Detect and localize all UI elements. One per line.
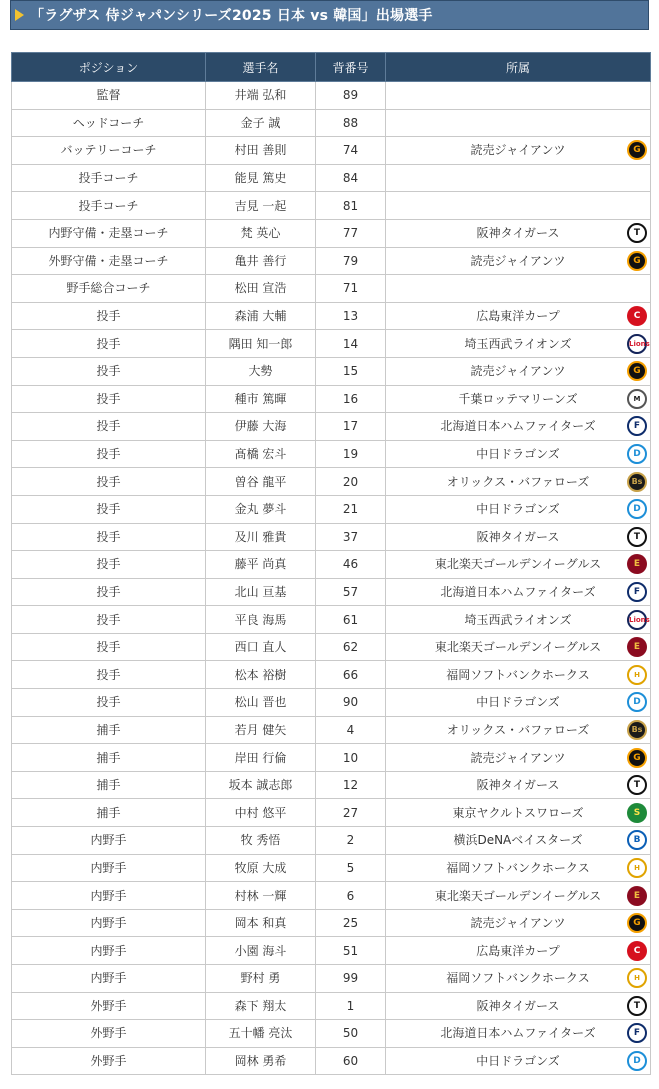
player-name-cell: 隅田 知一郎 xyxy=(206,330,316,358)
buffaloes-logo-icon: Bs xyxy=(627,720,647,740)
team-name: 広島東洋カープ xyxy=(476,943,560,958)
team-cell xyxy=(386,275,651,303)
position-cell: 投手 xyxy=(12,523,206,551)
team-cell xyxy=(386,882,651,910)
team-name: 阪神タイガース xyxy=(476,529,560,544)
tigers-logo-icon: T xyxy=(627,223,647,243)
position-cell: 内野手 xyxy=(12,882,206,910)
team-name: 阪神タイガース xyxy=(476,226,560,241)
table-row xyxy=(12,523,651,551)
column-header-position: ポジション xyxy=(12,53,206,82)
player-name-cell: 松田 宣浩 xyxy=(206,275,316,303)
player-name-cell: 亀井 善行 xyxy=(206,247,316,275)
team-cell xyxy=(386,137,651,165)
position-cell: 投手 xyxy=(12,551,206,579)
position-cell: 捕手 xyxy=(12,771,206,799)
team-name: 北海道日本ハムファイターズ xyxy=(440,584,596,599)
position-cell: 投手 xyxy=(12,689,206,717)
table-row xyxy=(12,578,651,606)
team-name: 読売ジャイアンツ xyxy=(470,143,566,158)
uniform-number-cell: 21 xyxy=(316,495,386,523)
page-title-bar xyxy=(10,0,649,30)
dragons-logo-icon: D xyxy=(627,1051,647,1071)
uniform-number-cell: 25 xyxy=(316,909,386,937)
team-name: 広島東洋カープ xyxy=(476,309,560,324)
player-name-cell: 村田 善則 xyxy=(206,137,316,165)
team-cell xyxy=(386,799,651,827)
table-row xyxy=(12,1047,651,1075)
position-cell: 投手コーチ xyxy=(12,192,206,220)
position-cell: 監督 xyxy=(12,82,206,110)
position-cell: 内野手 xyxy=(12,965,206,993)
player-name-cell: 岸田 行倫 xyxy=(206,744,316,772)
eagles-logo-icon: E xyxy=(627,637,647,657)
team-cell xyxy=(386,413,651,441)
uniform-number-cell: 62 xyxy=(316,633,386,661)
player-name-cell: 髙橋 宏斗 xyxy=(206,440,316,468)
table-row xyxy=(12,937,651,965)
team-name: 阪神タイガース xyxy=(476,778,560,793)
player-name-cell: 吉見 一起 xyxy=(206,192,316,220)
table-row xyxy=(12,716,651,744)
team-cell xyxy=(386,247,651,275)
player-name-cell: 中村 悠平 xyxy=(206,799,316,827)
position-cell: 投手 xyxy=(12,578,206,606)
table-row xyxy=(12,827,651,855)
table-row xyxy=(12,799,651,827)
team-name: 中日ドラゴンズ xyxy=(476,502,560,517)
uniform-number-cell: 84 xyxy=(316,164,386,192)
position-cell: 投手コーチ xyxy=(12,164,206,192)
team-name: 福岡ソフトバンクホークス xyxy=(446,860,590,875)
team-name: 福岡ソフトバンクホークス xyxy=(446,971,590,986)
team-name: 読売ジャイアンツ xyxy=(470,750,566,765)
team-name: 埼玉西武ライオンズ xyxy=(464,336,572,351)
position-cell: 投手 xyxy=(12,413,206,441)
position-cell: 内野守備・走塁コーチ xyxy=(12,219,206,247)
player-name-cell: 種市 篤暉 xyxy=(206,385,316,413)
team-name: 東北楽天ゴールデンイーグルス xyxy=(434,888,602,903)
team-name: オリックス・バファローズ xyxy=(446,722,590,737)
player-name-cell: 能見 篤史 xyxy=(206,164,316,192)
table-header-row xyxy=(12,53,651,82)
uniform-number-cell: 1 xyxy=(316,992,386,1020)
uniform-number-cell: 15 xyxy=(316,357,386,385)
player-name-cell: 及川 雅貴 xyxy=(206,523,316,551)
table-row xyxy=(12,357,651,385)
table-row xyxy=(12,551,651,579)
player-name-cell: 野村 勇 xyxy=(206,965,316,993)
team-name: 阪神タイガース xyxy=(476,998,560,1013)
roster-table xyxy=(11,52,651,1075)
hawks-logo-icon: H xyxy=(627,858,647,878)
team-cell xyxy=(386,661,651,689)
uniform-number-cell: 13 xyxy=(316,302,386,330)
position-cell: 内野手 xyxy=(12,937,206,965)
eagles-logo-icon: E xyxy=(627,886,647,906)
uniform-number-cell: 17 xyxy=(316,413,386,441)
team-cell xyxy=(386,551,651,579)
position-cell: 投手 xyxy=(12,357,206,385)
team-name: 東北楽天ゴールデンイーグルス xyxy=(434,557,602,572)
team-cell xyxy=(386,82,651,110)
table-row xyxy=(12,385,651,413)
team-cell xyxy=(386,440,651,468)
table-row xyxy=(12,854,651,882)
uniform-number-cell: 10 xyxy=(316,744,386,772)
team-cell xyxy=(386,1047,651,1075)
team-name: 埼玉西武ライオンズ xyxy=(464,612,572,627)
position-cell: ヘッドコーチ xyxy=(12,109,206,137)
fighters-logo-icon: F xyxy=(627,416,647,436)
tigers-logo-icon: T xyxy=(627,775,647,795)
team-name: 読売ジャイアンツ xyxy=(470,253,566,268)
hawks-logo-icon: H xyxy=(627,968,647,988)
uniform-number-cell: 4 xyxy=(316,716,386,744)
carp-logo-icon: C xyxy=(627,306,647,326)
table-row xyxy=(12,992,651,1020)
uniform-number-cell: 16 xyxy=(316,385,386,413)
player-name-cell: 曽谷 龍平 xyxy=(206,468,316,496)
team-name: 中日ドラゴンズ xyxy=(476,1054,560,1069)
position-cell: 投手 xyxy=(12,661,206,689)
table-row xyxy=(12,219,651,247)
team-name: オリックス・バファローズ xyxy=(446,474,590,489)
carp-logo-icon: C xyxy=(627,941,647,961)
team-cell xyxy=(386,854,651,882)
hawks-logo-icon: H xyxy=(627,665,647,685)
uniform-number-cell: 27 xyxy=(316,799,386,827)
team-cell xyxy=(386,827,651,855)
uniform-number-cell: 19 xyxy=(316,440,386,468)
team-cell xyxy=(386,578,651,606)
giants-logo-icon: G xyxy=(627,140,647,160)
player-name-cell: 金丸 夢斗 xyxy=(206,495,316,523)
player-name-cell: 森浦 大輔 xyxy=(206,302,316,330)
uniform-number-cell: 99 xyxy=(316,965,386,993)
column-header-name: 選手名 xyxy=(206,53,316,82)
eagles-logo-icon: E xyxy=(627,554,647,574)
team-cell xyxy=(386,385,651,413)
team-cell xyxy=(386,192,651,220)
position-cell: 投手 xyxy=(12,633,206,661)
uniform-number-cell: 46 xyxy=(316,551,386,579)
position-cell: 捕手 xyxy=(12,744,206,772)
uniform-number-cell: 71 xyxy=(316,275,386,303)
team-name: 東京ヤクルトスワローズ xyxy=(452,805,584,820)
uniform-number-cell: 20 xyxy=(316,468,386,496)
team-cell xyxy=(386,633,651,661)
giants-logo-icon: G xyxy=(627,748,647,768)
table-row xyxy=(12,606,651,634)
position-cell: 内野手 xyxy=(12,854,206,882)
uniform-number-cell: 2 xyxy=(316,827,386,855)
giants-logo-icon: G xyxy=(627,251,647,271)
table-row xyxy=(12,468,651,496)
player-name-cell: 大勢 xyxy=(206,357,316,385)
table-row xyxy=(12,882,651,910)
team-cell xyxy=(386,495,651,523)
uniform-number-cell: 88 xyxy=(316,109,386,137)
team-cell xyxy=(386,909,651,937)
dragons-logo-icon: D xyxy=(627,499,647,519)
team-name: 中日ドラゴンズ xyxy=(476,695,560,710)
team-cell xyxy=(386,937,651,965)
buffaloes-logo-icon: Bs xyxy=(627,472,647,492)
team-name: 読売ジャイアンツ xyxy=(470,364,566,379)
team-cell xyxy=(386,965,651,993)
team-name: 読売ジャイアンツ xyxy=(470,916,566,931)
player-name-cell: 北山 亘基 xyxy=(206,578,316,606)
uniform-number-cell: 6 xyxy=(316,882,386,910)
column-header-team: 所属 xyxy=(386,53,651,82)
team-cell xyxy=(386,330,651,358)
uniform-number-cell: 50 xyxy=(316,1020,386,1048)
player-name-cell: 梵 英心 xyxy=(206,219,316,247)
giants-logo-icon: G xyxy=(627,913,647,933)
column-header-number: 背番号 xyxy=(316,53,386,82)
uniform-number-cell: 61 xyxy=(316,606,386,634)
team-name: 北海道日本ハムファイターズ xyxy=(440,1026,596,1041)
position-cell: 外野手 xyxy=(12,1020,206,1048)
player-name-cell: 牧原 大成 xyxy=(206,854,316,882)
player-name-cell: 伊藤 大海 xyxy=(206,413,316,441)
player-name-cell: 森下 翔太 xyxy=(206,992,316,1020)
position-cell: 投手 xyxy=(12,468,206,496)
table-row xyxy=(12,302,651,330)
team-cell xyxy=(386,1020,651,1048)
table-row xyxy=(12,164,651,192)
position-cell: 投手 xyxy=(12,606,206,634)
player-name-cell: 平良 海馬 xyxy=(206,606,316,634)
team-name: 北海道日本ハムファイターズ xyxy=(440,419,596,434)
tigers-logo-icon: T xyxy=(627,996,647,1016)
team-cell xyxy=(386,689,651,717)
uniform-number-cell: 77 xyxy=(316,219,386,247)
arrow-icon xyxy=(15,9,24,21)
table-row xyxy=(12,495,651,523)
uniform-number-cell: 37 xyxy=(316,523,386,551)
table-row xyxy=(12,413,651,441)
player-name-cell: 松本 裕樹 xyxy=(206,661,316,689)
player-name-cell: 西口 直人 xyxy=(206,633,316,661)
player-name-cell: 若月 健矢 xyxy=(206,716,316,744)
player-name-cell: 岡本 和真 xyxy=(206,909,316,937)
position-cell: 外野手 xyxy=(12,1047,206,1075)
uniform-number-cell: 51 xyxy=(316,937,386,965)
position-cell: 外野手 xyxy=(12,992,206,1020)
table-row xyxy=(12,744,651,772)
team-name: 東北楽天ゴールデンイーグルス xyxy=(434,640,602,655)
position-cell: 投手 xyxy=(12,495,206,523)
dragons-logo-icon: D xyxy=(627,692,647,712)
team-name: 中日ドラゴンズ xyxy=(476,447,560,462)
position-cell: バッテリーコーチ xyxy=(12,137,206,165)
swallows-logo-icon: S xyxy=(627,803,647,823)
table-row xyxy=(12,1020,651,1048)
position-cell: 投手 xyxy=(12,330,206,358)
giants-logo-icon: G xyxy=(627,361,647,381)
marines-logo-icon: M xyxy=(627,389,647,409)
position-cell: 捕手 xyxy=(12,716,206,744)
player-name-cell: 村林 一輝 xyxy=(206,882,316,910)
table-row xyxy=(12,965,651,993)
uniform-number-cell: 89 xyxy=(316,82,386,110)
position-cell: 外野守備・走塁コーチ xyxy=(12,247,206,275)
team-name: 福岡ソフトバンクホークス xyxy=(446,667,590,682)
baystars-logo-icon: B xyxy=(627,830,647,850)
team-cell xyxy=(386,109,651,137)
uniform-number-cell: 5 xyxy=(316,854,386,882)
position-cell: 投手 xyxy=(12,302,206,330)
position-cell: 捕手 xyxy=(12,799,206,827)
table-row xyxy=(12,192,651,220)
uniform-number-cell: 12 xyxy=(316,771,386,799)
uniform-number-cell: 74 xyxy=(316,137,386,165)
fighters-logo-icon: F xyxy=(627,1023,647,1043)
uniform-number-cell: 14 xyxy=(316,330,386,358)
player-name-cell: 藤平 尚真 xyxy=(206,551,316,579)
player-name-cell: 小園 海斗 xyxy=(206,937,316,965)
uniform-number-cell: 81 xyxy=(316,192,386,220)
dragons-logo-icon: D xyxy=(627,444,647,464)
uniform-number-cell: 90 xyxy=(316,689,386,717)
uniform-number-cell: 66 xyxy=(316,661,386,689)
team-cell xyxy=(386,468,651,496)
team-cell xyxy=(386,164,651,192)
team-cell xyxy=(386,606,651,634)
tigers-logo-icon: T xyxy=(627,527,647,547)
team-cell xyxy=(386,357,651,385)
position-cell: 内野手 xyxy=(12,909,206,937)
uniform-number-cell: 57 xyxy=(316,578,386,606)
table-row xyxy=(12,247,651,275)
roster-body xyxy=(12,82,651,1075)
table-row xyxy=(12,82,651,110)
player-name-cell: 五十幡 亮汰 xyxy=(206,1020,316,1048)
table-row xyxy=(12,909,651,937)
table-row xyxy=(12,275,651,303)
table-row xyxy=(12,330,651,358)
team-cell xyxy=(386,716,651,744)
player-name-cell: 金子 誠 xyxy=(206,109,316,137)
team-cell xyxy=(386,744,651,772)
team-name: 横浜DeNAベイスターズ xyxy=(453,833,583,848)
table-row xyxy=(12,689,651,717)
player-name-cell: 松山 晋也 xyxy=(206,689,316,717)
table-row xyxy=(12,661,651,689)
player-name-cell: 坂本 誠志郎 xyxy=(206,771,316,799)
team-cell xyxy=(386,992,651,1020)
team-cell xyxy=(386,771,651,799)
table-row xyxy=(12,771,651,799)
position-cell: 内野手 xyxy=(12,827,206,855)
lions-logo-icon: Lions xyxy=(627,610,647,630)
team-name: 千葉ロッテマリーンズ xyxy=(458,391,578,406)
player-name-cell: 岡林 勇希 xyxy=(206,1047,316,1075)
table-row xyxy=(12,109,651,137)
player-name-cell: 牧 秀悟 xyxy=(206,827,316,855)
page-title: 「ラグザス 侍ジャパンシリーズ2025 日本 vs 韓国」出場選手 xyxy=(30,8,433,24)
team-cell xyxy=(386,523,651,551)
player-name-cell: 井端 弘和 xyxy=(206,82,316,110)
position-cell: 投手 xyxy=(12,440,206,468)
team-cell xyxy=(386,302,651,330)
team-cell xyxy=(386,219,651,247)
uniform-number-cell: 60 xyxy=(316,1047,386,1075)
uniform-number-cell: 79 xyxy=(316,247,386,275)
fighters-logo-icon: F xyxy=(627,582,647,602)
table-row xyxy=(12,440,651,468)
position-cell: 投手 xyxy=(12,385,206,413)
position-cell: 野手総合コーチ xyxy=(12,275,206,303)
table-row xyxy=(12,633,651,661)
lions-logo-icon: Lions xyxy=(627,334,647,354)
table-row xyxy=(12,137,651,165)
